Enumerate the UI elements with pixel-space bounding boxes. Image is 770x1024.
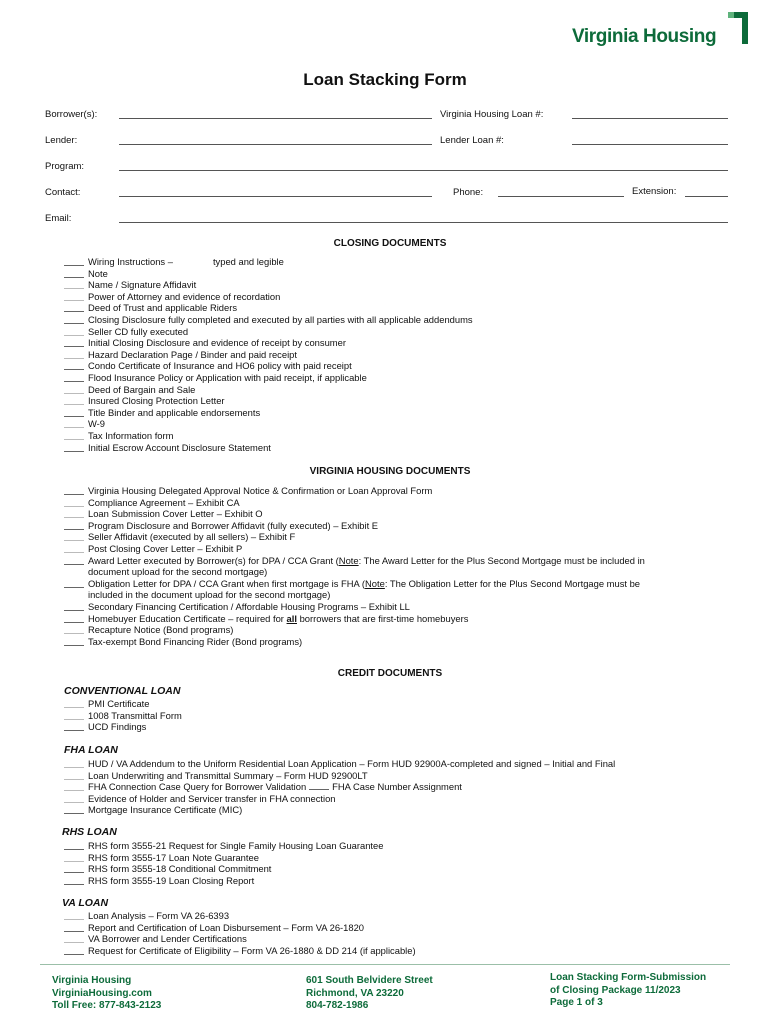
checkbox-blank[interactable] xyxy=(64,719,84,720)
list-item[interactable]: 1008 Transmittal Form xyxy=(64,710,744,722)
phone-label: Phone: xyxy=(453,187,484,198)
checkbox-blank[interactable] xyxy=(64,610,84,611)
list-item[interactable]: Loan Submission Cover Letter – Exhibit O xyxy=(64,508,744,520)
list-item[interactable]: Note xyxy=(64,268,744,280)
footer-page-number: Page 1 of 3 xyxy=(550,997,603,1008)
list-item[interactable]: RHS form 3555-18 Conditional Commitment xyxy=(64,863,744,875)
checkbox-blank[interactable] xyxy=(64,277,84,278)
virginia-housing-logo xyxy=(572,12,752,54)
list-item[interactable]: Seller Affidavit (executed by all sellers) – Exhibit F xyxy=(64,531,744,543)
checkbox-blank[interactable] xyxy=(64,884,84,885)
list-item[interactable]: Flood Insurance Policy or Application with paid receipt, if applicable xyxy=(64,372,744,384)
footer-form-date: of Closing Package 11/2023 xyxy=(550,984,681,996)
list-item[interactable]: Deed of Bargain and Sale xyxy=(64,384,744,396)
program-label: Program: xyxy=(45,161,85,172)
fha-loan-list xyxy=(64,758,744,816)
footer-org-name: Virginia Housing xyxy=(52,975,132,986)
checkbox-blank[interactable] xyxy=(64,323,84,324)
list-item[interactable]: PMI Certificate xyxy=(64,698,744,710)
closing-documents-title: CLOSING DOCUMENTS xyxy=(333,238,447,249)
credit-documents-title: CREDIT DOCUMENTS xyxy=(337,668,443,679)
list-item[interactable]: Report and Certification of Loan Disbursement – Form VA 26-1820 xyxy=(64,922,744,934)
list-item[interactable]: HUD / VA Addendum to the Uniform Residential Loan Application – Form HUD 92900A-completed and signed – Initial and Final xyxy=(64,758,744,770)
footer-middle xyxy=(306,975,433,1013)
checkbox-blank[interactable] xyxy=(64,404,84,405)
va-loan-list xyxy=(64,910,744,956)
email-field[interactable] xyxy=(119,222,728,223)
list-item[interactable]: Hazard Declaration Page / Binder and paid receipt xyxy=(64,349,744,361)
list-item[interactable]: Loan Analysis – Form VA 26-6393 xyxy=(64,910,744,922)
fha-loan-title: FHA LOAN xyxy=(64,744,118,756)
checkbox-blank[interactable] xyxy=(64,849,84,850)
contact-field[interactable] xyxy=(119,196,432,197)
rhs-loan-title: RHS LOAN xyxy=(62,826,117,838)
list-item[interactable]: Insured Closing Protection Letter xyxy=(64,395,744,407)
checkbox-blank[interactable] xyxy=(64,779,84,780)
contact-label: Contact: xyxy=(45,187,81,198)
vh-loan-field[interactable] xyxy=(572,118,728,119)
checkbox-blank[interactable] xyxy=(64,494,84,495)
list-item[interactable]: Secondary Financing Certification / Affordable Housing Programs – Exhibit LL xyxy=(64,601,744,613)
footer-right xyxy=(550,972,706,1010)
footer-city: Richmond, VA 23220 xyxy=(306,987,404,999)
checkbox-blank[interactable] xyxy=(64,358,84,359)
list-item[interactable]: UCD Findings xyxy=(64,721,744,733)
checkbox-blank[interactable] xyxy=(64,872,84,873)
borrowers-label: Borrower(s): xyxy=(45,109,98,120)
list-item[interactable]: Recapture Notice (Bond programs) xyxy=(64,624,744,636)
checkbox-blank[interactable] xyxy=(64,393,84,394)
footer-street: 601 South Belvidere Street xyxy=(306,975,433,986)
list-item[interactable]: W-9 xyxy=(64,418,744,430)
program-field[interactable] xyxy=(119,170,728,171)
checkbox-blank[interactable] xyxy=(64,622,84,623)
logo-mark-icon xyxy=(726,12,748,44)
checkbox-blank[interactable] xyxy=(309,781,329,790)
list-item[interactable]: Name / Signature Affidavit xyxy=(64,279,744,291)
extension-label: Extension: xyxy=(632,186,677,197)
checkbox-blank[interactable] xyxy=(64,587,84,588)
vh-documents-list xyxy=(64,485,744,647)
checkbox-blank[interactable] xyxy=(64,540,84,541)
checkbox-blank[interactable] xyxy=(64,416,84,417)
vh-loan-label: Virginia Housing Loan #: xyxy=(440,109,544,120)
checkbox-blank[interactable] xyxy=(64,265,84,266)
borrowers-field[interactable] xyxy=(119,118,432,119)
list-item[interactable]: Power of Attorney and evidence of recordation xyxy=(64,291,744,303)
list-item[interactable]: RHS form 3555-17 Loan Note Guarantee xyxy=(64,852,744,864)
list-item[interactable]: Evidence of Holder and Servicer transfer in FHA connection xyxy=(64,793,744,805)
list-item[interactable]: Initial Closing Disclosure and evidence of receipt by consumer xyxy=(64,337,744,349)
footer-divider xyxy=(40,964,730,965)
list-item[interactable]: RHS form 3555-21 Request for Single Family Housing Loan Guarantee xyxy=(64,840,744,852)
checkbox-blank[interactable] xyxy=(64,564,84,565)
rhs-loan-list xyxy=(64,840,744,886)
list-item[interactable]: Condo Certificate of Insurance and HO6 policy with paid receipt xyxy=(64,360,744,372)
footer-website-link[interactable]: VirginiaHousing.com xyxy=(52,987,152,999)
checkbox-blank[interactable] xyxy=(64,919,84,920)
list-item[interactable]: Obligation Letter for DPA / CCA Grant when first mortgage is FHA (Note: The Obligation Letter for the Plus Second Mortgage must be included in the document upload for the second mortgage) xyxy=(64,578,744,601)
list-item[interactable]: Request for Certificate of Eligibility – Form VA 26-1880 & DD 214 (if applicable) xyxy=(64,945,744,957)
footer-form-name: Loan Stacking Form-Submission xyxy=(550,972,707,983)
list-item[interactable]: Virginia Housing Delegated Approval Notice & Confirmation or Loan Approval Form xyxy=(64,485,744,497)
checkbox-blank[interactable] xyxy=(64,790,84,791)
phone-field[interactable] xyxy=(498,196,624,197)
checkbox-blank[interactable] xyxy=(64,288,84,289)
checkbox-blank[interactable] xyxy=(64,506,84,507)
list-item[interactable]: Homebuyer Education Certificate – required for all borrowers that are first-time homebuyers xyxy=(64,613,744,625)
checkbox-blank[interactable] xyxy=(64,427,84,428)
checkbox-blank[interactable] xyxy=(64,300,84,301)
list-item[interactable]: Post Closing Cover Letter – Exhibit P xyxy=(64,543,744,555)
conventional-loan-list xyxy=(64,698,744,733)
vh-documents-title: VIRGINIA HOUSING DOCUMENTS xyxy=(309,466,471,477)
checkbox-blank[interactable] xyxy=(64,707,84,708)
list-item[interactable]: Loan Underwriting and Transmittal Summary – Form HUD 92900LT xyxy=(64,770,744,782)
email-label: Email: xyxy=(45,213,72,224)
checkbox-blank[interactable] xyxy=(64,451,84,452)
lender-label: Lender: xyxy=(45,135,78,146)
checkbox-blank[interactable] xyxy=(64,954,84,955)
checkbox-blank[interactable] xyxy=(64,529,84,530)
checkbox-blank[interactable] xyxy=(64,802,84,803)
footer-left xyxy=(52,975,161,1013)
va-loan-title: VA LOAN xyxy=(62,897,109,909)
list-item[interactable]: Deed of Trust and applicable Riders xyxy=(64,302,744,314)
checkbox-blank[interactable] xyxy=(64,335,84,336)
list-item[interactable]: Mortgage Insurance Certificate (MIC) xyxy=(64,804,744,816)
logo-text: Virginia Housing xyxy=(572,26,717,47)
checkbox-blank[interactable] xyxy=(64,552,84,553)
lender-field[interactable] xyxy=(119,144,432,145)
list-item[interactable]: FHA Connection Case Query for Borrower Validation FHA Case Number Assignment xyxy=(64,781,744,793)
list-item[interactable]: Seller CD fully executed xyxy=(64,326,744,338)
list-item[interactable]: Closing Disclosure fully completed and executed by all parties with all applicable addendums xyxy=(64,314,744,326)
conventional-loan-title: CONVENTIONAL LOAN xyxy=(64,685,181,697)
checkbox-blank[interactable] xyxy=(64,369,84,370)
list-item[interactable]: Wiring Instructions – typed and legible xyxy=(64,256,744,268)
closing-documents-list xyxy=(64,256,744,453)
checkbox-blank[interactable] xyxy=(64,942,84,943)
checkbox-blank[interactable] xyxy=(64,730,84,731)
list-item[interactable]: VA Borrower and Lender Certifications xyxy=(64,933,744,945)
checkbox-blank[interactable] xyxy=(64,517,84,518)
list-item[interactable]: Initial Escrow Account Disclosure Statement xyxy=(64,442,744,454)
extension-field[interactable] xyxy=(685,196,728,197)
checkbox-blank[interactable] xyxy=(64,813,84,814)
list-item[interactable]: Title Binder and applicable endorsements xyxy=(64,407,744,419)
checkbox-blank[interactable] xyxy=(64,931,84,932)
checkbox-blank[interactable] xyxy=(64,767,84,768)
checkbox-blank[interactable] xyxy=(64,381,84,382)
checkbox-blank[interactable] xyxy=(64,645,84,646)
footer-phone: 804-782-1986 xyxy=(306,1000,369,1011)
list-item[interactable]: Tax-exempt Bond Financing Rider (Bond programs) xyxy=(64,636,744,648)
checkbox-blank[interactable] xyxy=(64,439,84,440)
footer-toll-free: Toll Free: 877-843-2123 xyxy=(52,1000,162,1011)
list-item[interactable]: Program Disclosure and Borrower Affidavit (fully executed) – Exhibit E xyxy=(64,520,744,532)
checkbox-blank[interactable] xyxy=(64,346,84,347)
lender-loan-label: Lender Loan #: xyxy=(440,135,504,146)
list-item[interactable]: RHS form 3555-19 Loan Closing Report xyxy=(64,875,744,887)
checkbox-blank[interactable] xyxy=(64,311,84,312)
list-item[interactable]: Award Letter executed by Borrower(s) for DPA / CCA Grant (Note: The Award Letter for the Plus Second Mortgage must be included in document upload for the second mortgage) xyxy=(64,555,744,578)
page-title: Loan Stacking Form xyxy=(303,70,467,89)
list-item[interactable]: Compliance Agreement – Exhibit CA xyxy=(64,497,744,509)
lender-loan-field[interactable] xyxy=(572,144,728,145)
list-item[interactable]: Tax Information form xyxy=(64,430,744,442)
checkbox-blank[interactable] xyxy=(64,861,84,862)
checkbox-blank[interactable] xyxy=(64,633,84,634)
